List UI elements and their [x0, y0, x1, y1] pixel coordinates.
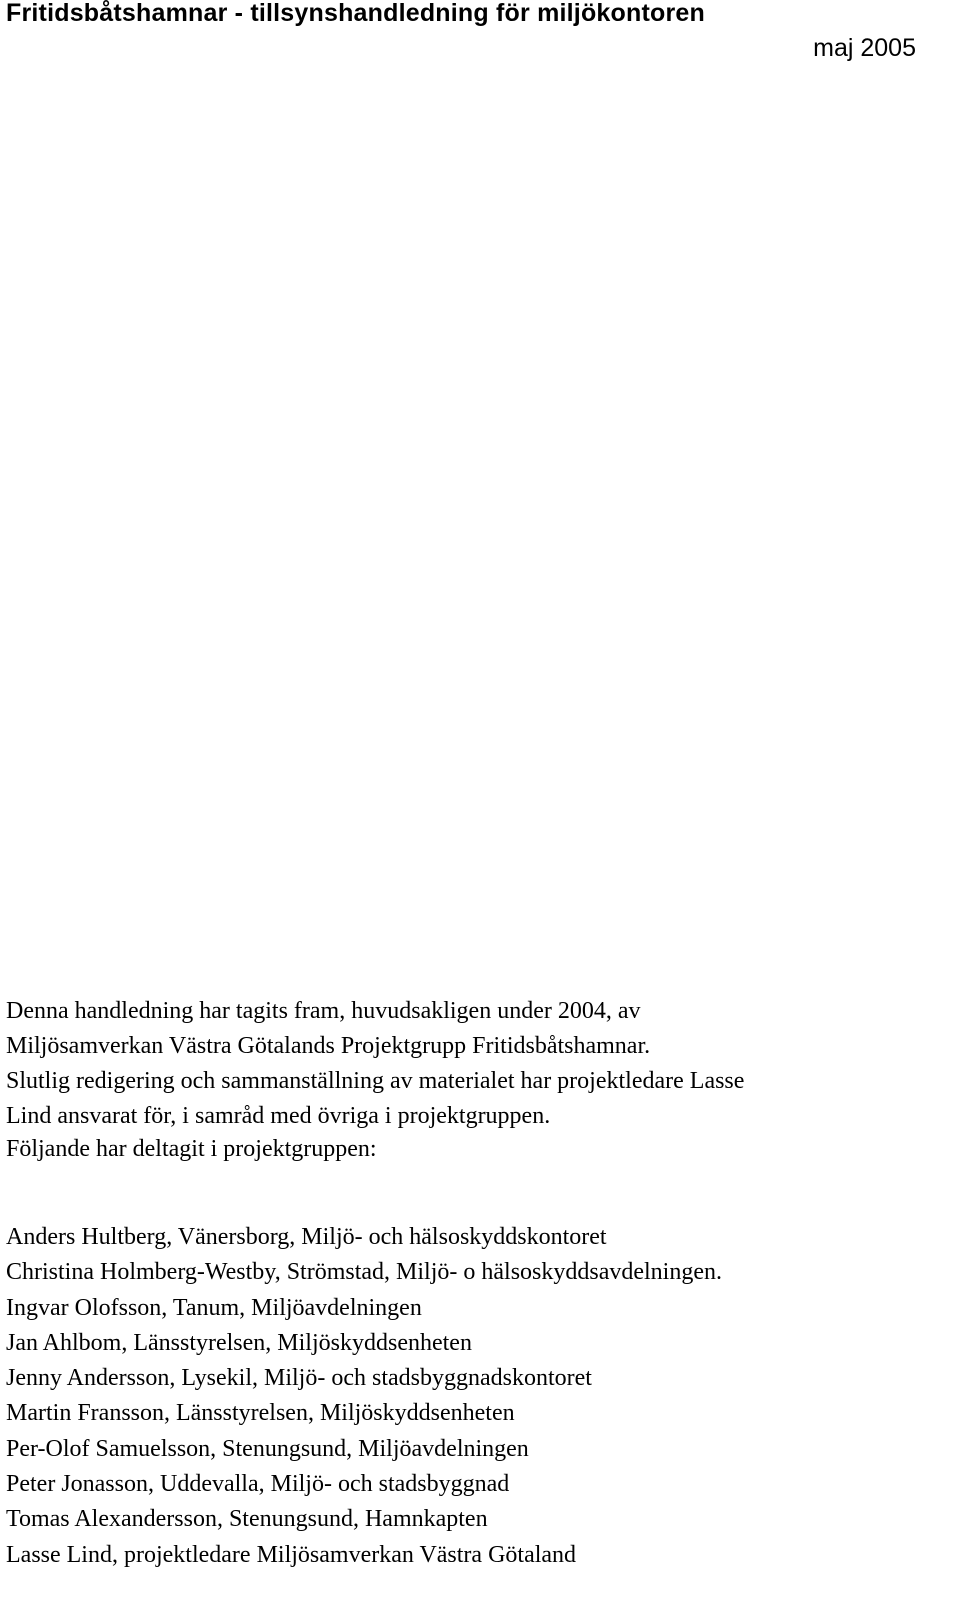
intro-paragraph — [6, 994, 650, 1064]
intro-line: Miljösamverkan Västra Götalands Projektgrupp Fritidsbåtshamnar. — [6, 1033, 651, 1059]
intro-line: Denna handledning har tagits fram, huvudsakligen under 2004, av — [6, 998, 641, 1024]
member-item: Jan Ahlbom, Länsstyrelsen, Miljöskyddsenheten — [6, 1329, 472, 1356]
credits-line: Slutlig redigering och sammanställning av materialet har projektledare Lasse — [6, 1068, 745, 1094]
member-item: Ingvar Olofsson, Tanum, Miljöavdelningen — [6, 1294, 422, 1321]
member-item: Tomas Alexandersson, Stenungsund, Hamnkapten — [6, 1506, 488, 1533]
member-item: Peter Jonasson, Uddevalla, Miljö- och stadsbyggnad — [6, 1471, 510, 1498]
member-item: Lasse Lind, projektledare Miljösamverkan Västra Götaland — [6, 1541, 577, 1568]
members-list — [6, 1220, 722, 1573]
member-item: Anders Hultberg, Vänersborg, Miljö- och hälsoskyddskontoret — [6, 1224, 607, 1250]
member-item: Jenny Andersson, Lysekil, Miljö- och stadsbyggnadskontoret — [6, 1365, 592, 1392]
document-date: maj 2005 — [813, 34, 916, 62]
credits-line: Lind ansvarat för, i samråd med övriga i projektgruppen. — [6, 1103, 551, 1129]
member-item: Per-Olof Samuelsson, Stenungsund, Miljöavdelningen — [6, 1435, 529, 1462]
document-title: Fritidsbåtshamnar - tillsynshandledning för miljökontoren — [6, 0, 705, 27]
credits-paragraph — [6, 1064, 744, 1134]
members-heading: Följande har deltagit i projektgruppen: — [6, 1136, 377, 1162]
member-item: Martin Fransson, Länsstyrelsen, Miljöskyddsenheten — [6, 1400, 515, 1427]
member-item: Christina Holmberg-Westby, Strömstad, Miljö- o hälsoskyddsavdelningen. — [6, 1259, 723, 1286]
